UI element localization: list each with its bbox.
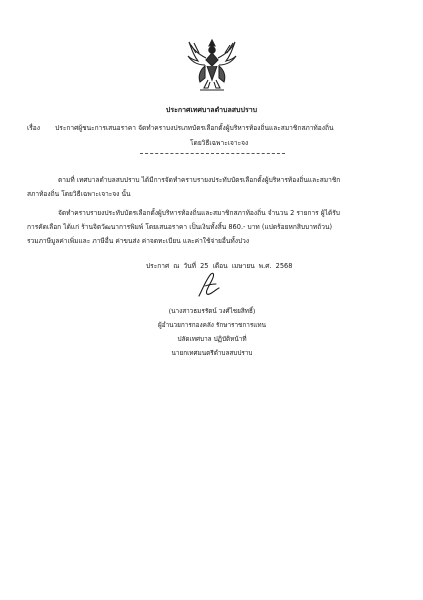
- body-paragraph-2-line-3: รวมภาษีมูลค่าเพิ่มและ ภาษีอื่น ค่าขนส่ง ค่าจดทะเบียน และค่าใช้จ่ายอื่นทั้งปวง: [27, 237, 250, 245]
- body-paragraph-1-line-1: ตามที่ เทศบาลตำบลสบปราบ ได้มีการจัดทำคราบรายงประทับบัตรเลือกตั้งผู้บริหารท้องถิ่นและสมาชิก: [58, 176, 341, 184]
- body-paragraph-2-line-1: จัดทำคราบรายงประทับบัตรเลือกตั้งผู้บริหารท้องถิ่นและสมาชิกสภาท้องถิ่น จำนวน 2 รายการ ผู้ได้รับ: [58, 209, 340, 217]
- announcement-date: ประกาศ ณ วันที่ 25 เดือน เมษายน พ.ศ. 2568: [146, 262, 293, 270]
- body-paragraph-2-line-2: การคัดเลือก ได้แก่ ร้านจิตวัฒนาการพิมพ์ โดยเสนอราคา เป็นเงินทั้งสิ้น 860.- บาท (แปดร้อยหกสิบบาทถ้วน): [27, 223, 333, 231]
- signer-position-3: นายกเทศมนตรีตำบลสบปราบ: [171, 349, 253, 357]
- signer-name: (นางสาวธมรรัตน์ วงศ์ไชยสิทธิ์): [168, 307, 256, 315]
- subject-row: [27, 122, 333, 133]
- signer-position-2: ปลัดเทศบาล ปฏิบัติหน้าที่: [177, 335, 247, 343]
- body-paragraph-1-line-2: สภาท้องถิ่น โดยวิธีเฉพาะเจาะจง นั้น: [27, 190, 131, 198]
- subject-label: เรื่อง: [27, 124, 40, 132]
- subject-text-continued: โดยวิธีเฉพาะเจาะจง: [190, 139, 249, 147]
- garuda-emblem-icon: [186, 36, 238, 94]
- document-title: ประกาศเทศบาลตำบลสบปราบ: [165, 106, 258, 114]
- signer-position-1: ผู้อำนวยการกองคลัง รักษาราชการแทน: [158, 321, 266, 329]
- signature-mark: [193, 270, 223, 300]
- subject-text: ประกาศผู้ชนะการเสนอราคา จัดทำคราบงปรเภทบัตรเลือกตั้งผู้บริหารท้องถิ่นและสมาชิกสภาท้องถิ่น: [55, 124, 334, 132]
- divider: [140, 153, 285, 154]
